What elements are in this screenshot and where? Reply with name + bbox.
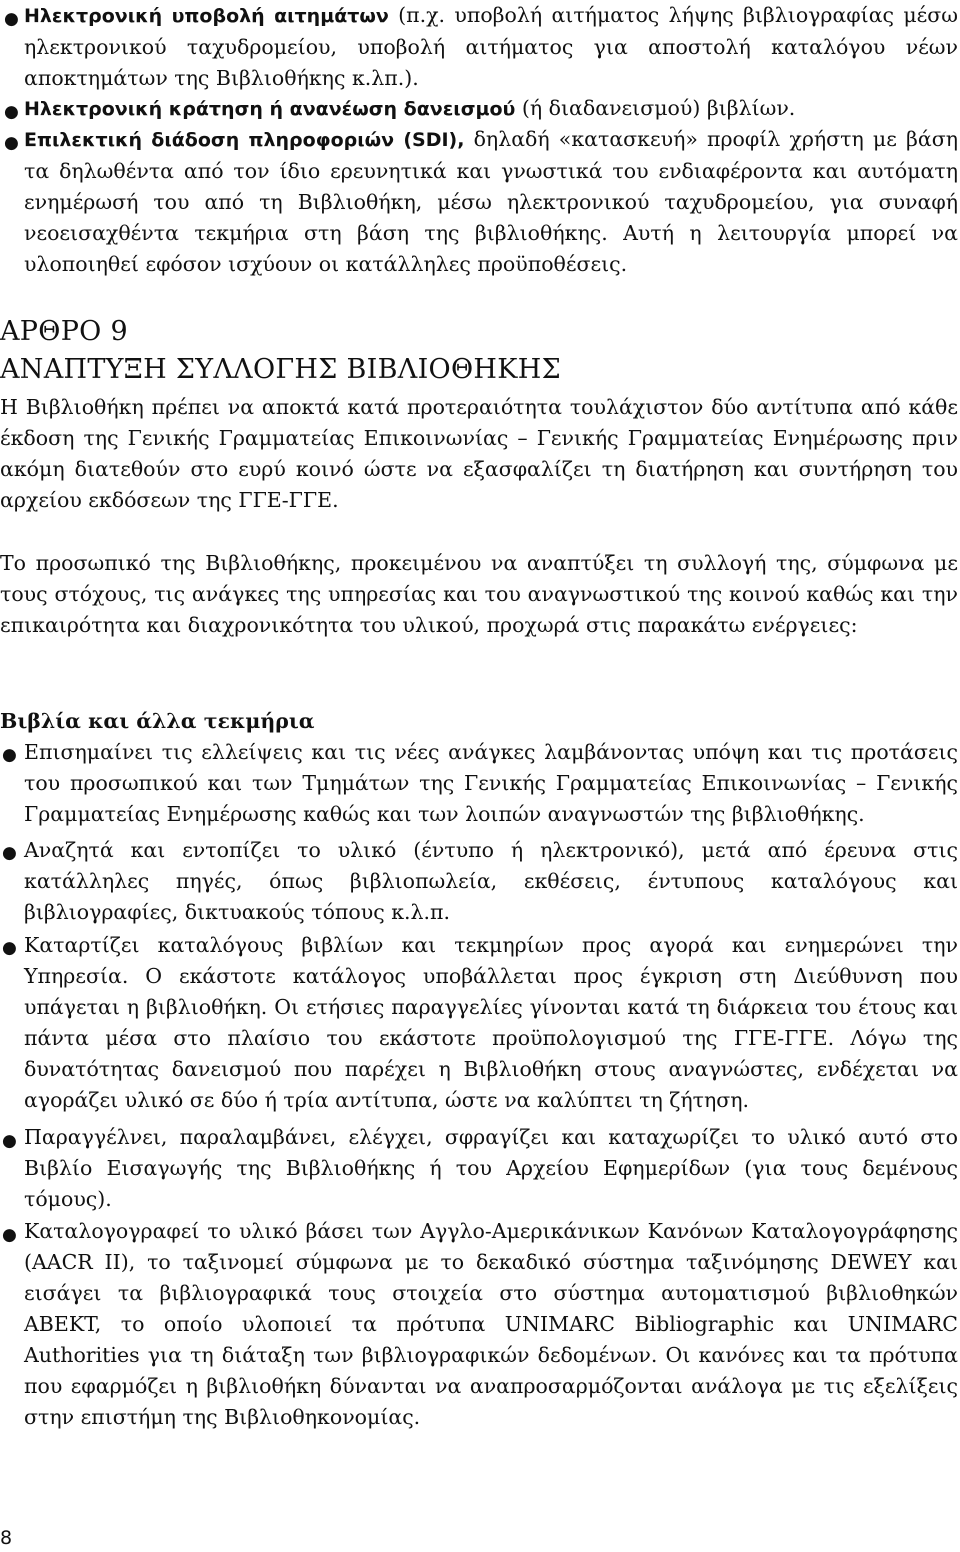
intro-bullet-lead: Επιλεκτική διάδοση πληροφοριών (SDI),	[24, 129, 465, 151]
article-bullet-4	[24, 1122, 958, 1215]
article-bullet-3	[24, 930, 958, 1116]
article-bullet-5	[24, 1216, 958, 1433]
intro-bullet-text: δηλαδή «κατασκευή» προφίλ χρήστη με βάση τα δηλωθέντα από τον ίδιο ερευνητικά και γνωστικά του ενδιαφέροντα και αυτόματη ενημέρωσή του από τη Βιβλιοθήκη, μέσω ηλεκτρονικού ταχυδρομείου, για συναφή νεοεισαχθέντα τεκμήρια στη βάση της βιβλιοθήκης.	[24, 127, 958, 245]
bullet-icon: ●	[4, 9, 19, 29]
article-number: ΑΡΘΡΟ 9	[0, 316, 128, 347]
intro-bullet-extra: Αυτή η λειτουργία μπορεί να υλοποιηθεί εφόσον ισχύουν οι κατάλληλες προϋποθέσεις.	[24, 221, 958, 276]
bullet-text: Επισημαίνει τις ελλείψεις και τις νέες ανάγκες λαμβάνοντας υπόψη και τις προτάσεις του προσωπικού και των Τμημάτων της Γενικής Γραμματείας Επικοινωνίας – Γενικής Γραμματείας Ενημέρωσης καθώς και των λοιπών αναγνωστών της βιβλιοθήκης.	[24, 740, 958, 826]
intro-bullet-3	[24, 124, 958, 280]
paragraph-text: Η Βιβλιοθήκη πρέπει να αποκτά κατά προτεραιότητα τουλάχιστον δύο αντίτυπα από κάθε έκδοση της Γενικής Γραμματείας Επικοινωνίας – Γενικής Γραμματείας Ενημέρωσης πριν ακόμη διατεθούν στο ευρύ κοινό ώστε να εξασφαλίζει τη διατήρηση και συντήρηση του αρχείου εκδόσεων της ΓΓΕ-ΓΓΕ.	[0, 395, 958, 512]
intro-bullet-lead: Ηλεκτρονική κράτηση ή ανανέωση δανεισμού	[24, 98, 516, 120]
bullet-text: Καταρτίζει καταλόγους βιβλίων και τεκμηρίων προς αγορά και ενημερώνει την Υπηρεσία. Ο εκάστοτε κατάλογος υποβάλλεται προς έγκριση στη Διεύθυνση που υπάγεται η βιβλιοθήκη. Οι ετήσιες παραγγελίες γίνονται κατά τη διάρκεια του έτους και πάντα μέσα στο πλαίσιο του εκάστοτε προϋπολογισμού της ΓΓΕ-ΓΓΕ. Λόγω της δυνατότητας δανεισμού που παρέχει η Βιβλιοθήκη στους αναγνώστες, ενδέχεται να αγοράζει υλικό σε δύο ή τρία αντίτυπα, ώστε να καλύπτει τη ζήτηση.	[24, 933, 958, 1112]
bullet-text: Καταλογογραφεί το υλικό βάσει των Αγγλο-Αμερικάνικων Κανόνων Καταλογογράφησης (AACR II), το ταξινομεί σύμφωνα με το δεκαδικό σύστημα ταξινόμησης DEWEY και εισάγει τα βιβλιογραφικά τους στοιχεία στο σύστημα αυτοματισμού βιβλιοθηκών ABEKT, το οποίο υλοποιεί τα πρότυπα UNIMARC Bibliographic και UNIMARC Authorities για τη διάταξη των βιβλιογραφικών δεδομένων. Οι κανόνες και τα πρότυπα που εφαρμόζει η βιβλιοθήκη δύνανται να αναπροσαρμόζονται ανάλογα με τις εξελίξεις στην επιστήμη της Βιβλιοθηκονομίας.	[24, 1219, 958, 1429]
intro-bullet-1	[24, 0, 958, 94]
bullet-icon: ●	[4, 102, 19, 122]
intro-bullet-2	[24, 93, 958, 125]
article-title: ΑΝΑΠΤΥΞΗ ΣΥΛΛΟΓΗΣ ΒΙΒΛΙΟΘΗΚΗΣ	[0, 354, 561, 385]
article-paragraph-1	[0, 392, 958, 516]
section-subheading: Βιβλία και άλλα τεκμήρια	[0, 709, 315, 733]
bullet-icon: ●	[2, 1225, 17, 1245]
bullet-text: Παραγγέλνει, παραλαμβάνει, ελέγχει, σφραγίζει και καταχωρίζει το υλικό αυτό στο Βιβλίο Εισαγωγής της Βιβλιοθήκης ή του Αρχείου Εφημερίδων (για τους δεμένους τόμους).	[24, 1125, 958, 1211]
bullet-text: Αναζητά και εντοπίζει το υλικό (έντυπο ή ηλεκτρονικό), μετά από έρευνα στις κατάλληλες πηγές, όπως βιβλιοπωλεία, εκθέσεις, έντυπους καταλόγους και βιβλιογραφίες, δικτυακούς τόπους κ.λ.π.	[24, 838, 958, 924]
page-number: 8	[0, 1527, 13, 1549]
bullet-icon: ●	[2, 843, 17, 863]
bullet-icon: ●	[2, 1131, 17, 1151]
bullet-icon: ●	[2, 745, 17, 765]
article-paragraph-2	[0, 548, 958, 641]
intro-bullet-text: (ή διαδανεισμού) βιβλίων.	[515, 96, 796, 120]
intro-bullet-lead: Ηλεκτρονική υποβολή αιτημάτων	[24, 5, 389, 27]
paragraph-text: Το προσωπικό της Βιβλιοθήκης, προκειμένου να αναπτύξει τη συλλογή της, σύμφωνα με τους στόχους, τις ανάγκες της υπηρεσίας και του αναγνωστικού της κοινού καθώς και την επικαιρότητα και διαχρονικότητα του υλικού, προχωρά στις παρακάτω ενέργειες:	[0, 551, 958, 637]
bullet-icon: ●	[4, 133, 19, 153]
bullet-icon: ●	[2, 938, 17, 958]
article-bullet-2	[24, 835, 958, 928]
intro-bullet-text: (π.χ. υποβολή αιτήματος λήψης βιβλιογραφίας μέσω ηλεκτρονικού ταχυδρομείου, υποβολή αιτήματος για αποστολή καταλόγου νέων αποκτημάτων της Βιβλιοθήκης κ.λπ.).	[24, 3, 958, 90]
article-bullet-1	[24, 737, 958, 830]
